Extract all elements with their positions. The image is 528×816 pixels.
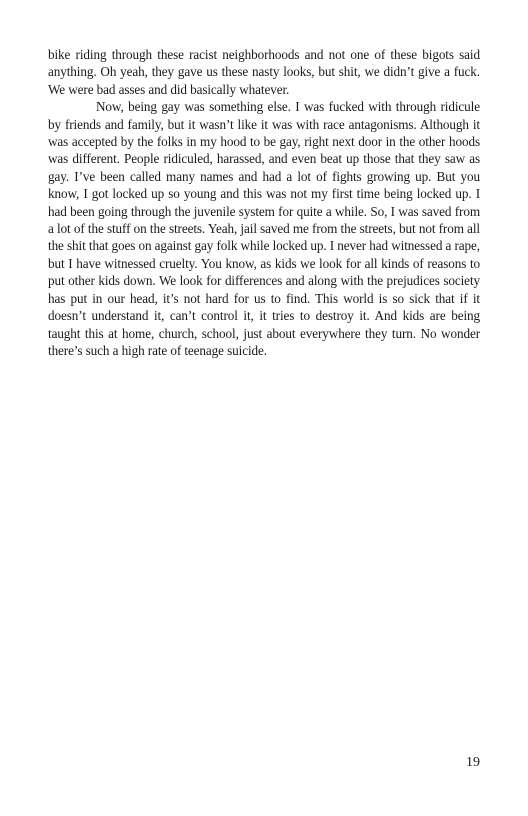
page-body — [48, 46, 480, 359]
paragraph-continued: bike riding through these racist neighborhoods and not one of these bigots said anything. Oh yeah, they gave us these nasty looks, but shit, we didn’t give a fuck. We were bad asses and did basically whatever. — [48, 47, 480, 97]
paragraph: Now, being gay was something else. I was fucked with through ridicule by friends and family, but it wasn’t like it was with race antagonisms. Although it was accepted by the folks in my hood to be gay, right next door in the other hoods was different. People ridiculed, harassed, and even beat up those that they saw as gay. I’ve been called many names and had a lot of fights growing up. But you know, I got locked up so young and this was not my first time being locked up. I had been going through the juvenile system for quite a while. So, I was saved from a lot of the stuff on the streets. Yeah, jail saved me from the streets, but not from all the shit that goes on against gay folk while locked up. I never had witnessed a rape, but I have witnessed cruelty. You know, as kids we look for all kinds of reasons to put other kids down. We look for differences and along with the prejudices society has put in our head, it’s not hard for us to find. This world is so sick that if it doesn’t understand it, can’t control it, it tries to destroy it. And kids are being taught this at home, church, school, just about everywhere they turn. No wonder there’s such a high rate of teenage suicide. — [48, 99, 480, 358]
page-number: 19 — [466, 755, 480, 770]
